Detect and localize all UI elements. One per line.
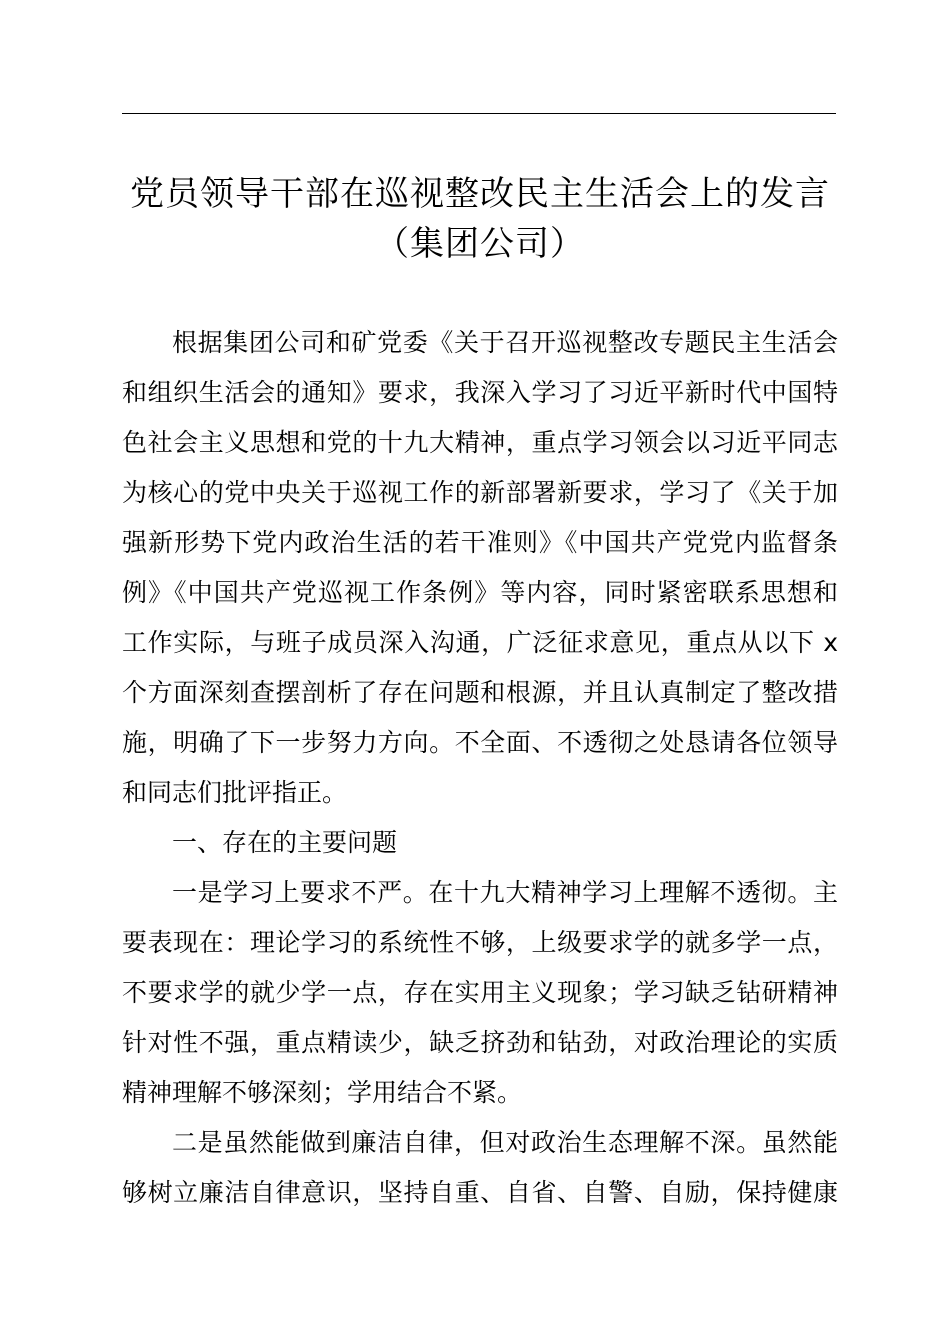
paragraph-1-line: 个方面深刻查摆剖析了存在问题和根源，并且认真制定了整改措 bbox=[122, 678, 838, 707]
document-title: 党员领导干部在巡视整改民主生活会上的发言 bbox=[130, 174, 830, 214]
document-subtitle: （集团公司） bbox=[375, 224, 585, 264]
paragraph-1-line: 和组织生活会的通知》要求，我深入学习了习近平新时代中国特 bbox=[122, 378, 838, 407]
paragraph-2-line: 精神理解不够深刻；学用结合不紧。 bbox=[122, 1078, 523, 1107]
paragraph-2-line: 一是学习上要求不严。在十九大精神学习上理解不透彻。主 bbox=[172, 878, 838, 907]
paragraph-3-line: 够树立廉洁自律意识，坚持自重、自省、自警、自励，保持健康 bbox=[122, 1178, 838, 1207]
paragraph-1-line: 工作实际，与班子成员深入沟通，广泛征求意见，重点从以下 x bbox=[122, 628, 838, 657]
paragraph-1-line: 例》《中国共产党巡视工作条例》等内容，同时紧密联系思想和 bbox=[122, 578, 838, 607]
header-rule bbox=[122, 113, 836, 114]
paragraph-1-line: 施，明确了下一步努力方向。不全面、不透彻之处恳请各位领导 bbox=[122, 728, 838, 757]
paragraph-2-line: 不要求学的就少学一点，存在实用主义现象；学习缺乏钻研精神 bbox=[122, 978, 838, 1007]
section-heading: 一、存在的主要问题 bbox=[172, 828, 398, 857]
paragraph-2-line: 针对性不强，重点精读少，缺乏挤劲和钻劲，对政治理论的实质 bbox=[122, 1028, 838, 1057]
paragraph-3-line: 二是虽然能做到廉洁自律，但对政治生态理解不深。虽然能 bbox=[172, 1128, 838, 1157]
paragraph-1-line: 为核心的党中央关于巡视工作的新部署新要求，学习了《关于加 bbox=[122, 478, 838, 507]
paragraph-1-line: 强新形势下党内政治生活的若干准则》《中国共产党党内监督条 bbox=[122, 528, 838, 557]
paragraph-1-line: 根据集团公司和矿党委《关于召开巡视整改专题民主生活会 bbox=[172, 328, 838, 357]
paragraph-1-line: 色社会主义思想和党的十九大精神，重点学习领会以习近平同志 bbox=[122, 428, 838, 457]
paragraph-2-line: 要表现在：理论学习的系统性不够，上级要求学的就多学一点， bbox=[122, 928, 838, 957]
paragraph-1-line: 和同志们批评指正。 bbox=[122, 778, 348, 807]
